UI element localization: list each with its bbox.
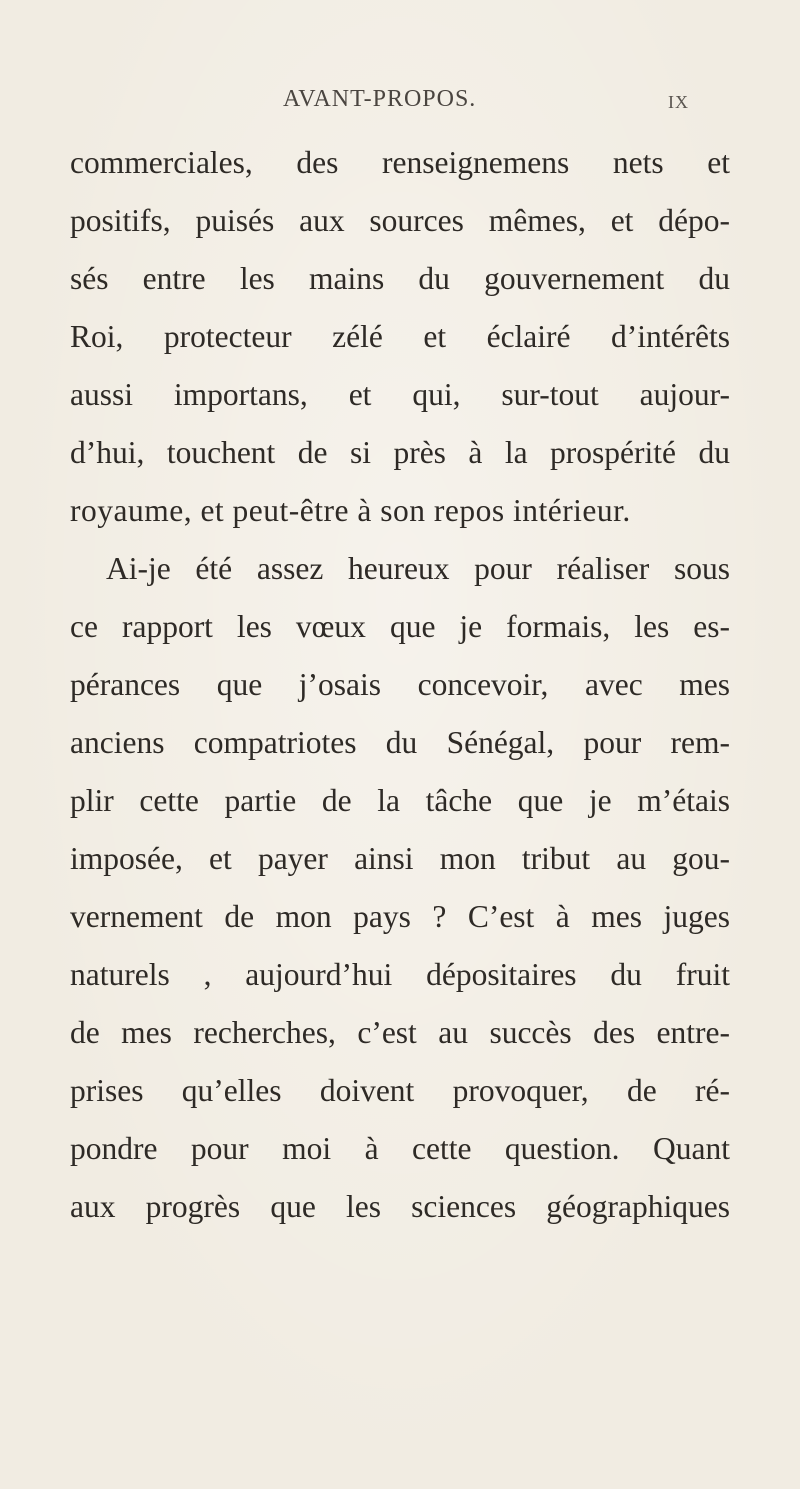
- text-line: sés entre les mains du gouvernement du: [70, 261, 730, 296]
- text-line: de mes recherches, c’est au succès des entre-: [70, 1015, 730, 1050]
- text-line: pérances que j’osais concevoir, avec mes: [70, 667, 730, 702]
- page-number: IX: [668, 92, 689, 112]
- text-line: aussi importans, et qui, sur-tout aujour-: [70, 377, 730, 412]
- text-line: naturels , aujourd’hui dépositaires du fruit: [70, 957, 730, 992]
- text-line: positifs, puisés aux sources mêmes, et dépo-: [70, 203, 730, 238]
- text-line: commerciales, des renseignemens nets et: [70, 145, 730, 180]
- text-line: plir cette partie de la tâche que je m’étais: [70, 783, 730, 818]
- text-line: royaume, et peut-être à son repos intérieur.: [70, 493, 631, 528]
- running-header: [0, 86, 800, 116]
- running-title: AVANT-PROPOS.: [283, 86, 477, 112]
- text-line: prises qu’elles doivent provoquer, de ré-: [70, 1073, 730, 1108]
- text-line: pondre pour moi à cette question. Quant: [70, 1131, 730, 1166]
- text-line: vernement de mon pays ? C’est à mes juges: [70, 899, 730, 934]
- text-line: d’hui, touchent de si près à la prospérité du: [70, 435, 730, 470]
- text-line: anciens compatriotes du Sénégal, pour rem-: [70, 725, 730, 760]
- text-line: aux progrès que les sciences géographiques: [70, 1189, 730, 1224]
- text-line: ce rapport les vœux que je formais, les es-: [70, 609, 730, 644]
- text-line: imposée, et payer ainsi mon tribut au gou-: [70, 841, 730, 876]
- text-line: Ai-je été assez heureux pour réaliser sous: [106, 551, 730, 586]
- text-line: Roi, protecteur zélé et éclairé d’intérêts: [70, 319, 730, 354]
